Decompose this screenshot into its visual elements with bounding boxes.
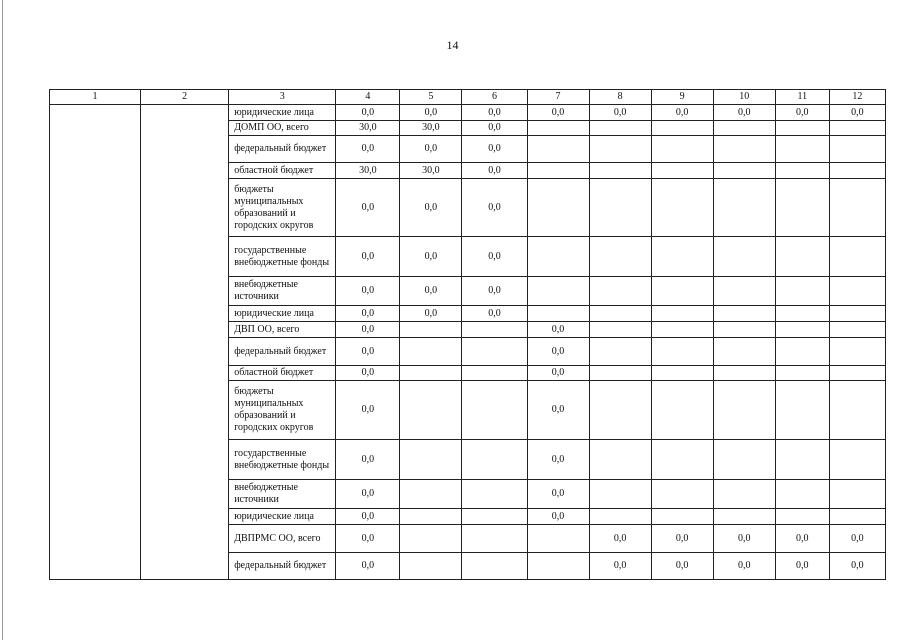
table-cell [589,322,651,338]
table-cell [651,179,713,237]
row-label: федеральный бюджет [229,136,336,163]
column-header: 9 [651,90,713,105]
row-label: ДОМП ОО, всего [229,121,336,136]
table-cell [651,136,713,163]
table-cell: 0,0 [462,163,527,179]
table-cell: 0,0 [527,366,589,381]
table-cell: 0,0 [829,105,885,121]
column-header: 12 [829,90,885,105]
table-cell [713,381,775,440]
table-cell: 0,0 [400,306,462,322]
table-cell [651,381,713,440]
table-cell: 0,0 [462,105,527,121]
table-cell [651,163,713,179]
table-cell: 0,0 [527,509,589,525]
table-cell [462,525,527,553]
column-header: 1 [50,90,141,105]
table-cell: 0,0 [651,525,713,553]
table-cell: 30,0 [400,121,462,136]
table-cell [713,366,775,381]
table-cell [589,509,651,525]
table-cell [775,480,829,509]
table-cell [651,322,713,338]
table-cell [651,237,713,277]
table-body [50,105,886,580]
table-cell: 0,0 [336,440,400,480]
table-cell [589,277,651,306]
table-cell [775,306,829,322]
table-cell [589,121,651,136]
table-cell: 0,0 [651,553,713,580]
table-cell [462,553,527,580]
table-cell [775,121,829,136]
table-cell [400,322,462,338]
table-cell: 0,0 [775,525,829,553]
table-cell [775,366,829,381]
table-cell [527,179,589,237]
row-label: областной бюджет [229,163,336,179]
header-row [50,90,886,105]
table-cell [713,509,775,525]
table-cell [589,480,651,509]
table-cell: 0,0 [713,525,775,553]
table-cell: 0,0 [462,179,527,237]
page-left-edge [2,0,3,640]
table-cell [829,179,885,237]
column-header: 11 [775,90,829,105]
budget-table [49,89,886,580]
table-cell: 0,0 [336,553,400,580]
table-cell [829,163,885,179]
table-cell [589,179,651,237]
table-cell: 30,0 [336,121,400,136]
column-header: 6 [462,90,527,105]
row-label: федеральный бюджет [229,553,336,580]
table-cell [775,322,829,338]
table-cell: 0,0 [336,381,400,440]
table-cell [400,440,462,480]
table-cell [775,163,829,179]
table-cell [713,163,775,179]
table-cell: 0,0 [462,121,527,136]
table-cell [527,121,589,136]
row-label: бюджеты муниципальных образований и городских округов [229,381,336,440]
table-cell [775,338,829,366]
table-cell: 0,0 [527,440,589,480]
table-cell [713,306,775,322]
table-cell: 0,0 [336,480,400,509]
table-cell [829,136,885,163]
table-cell: 0,0 [713,105,775,121]
table-cell: 0,0 [336,306,400,322]
table-cell: 0,0 [400,179,462,237]
table-cell [651,121,713,136]
table-cell: 0,0 [462,237,527,277]
table-cell [527,237,589,277]
table-cell: 0,0 [527,381,589,440]
table-cell [400,480,462,509]
column-header: 2 [141,90,229,105]
table-cell: 0,0 [775,553,829,580]
table-cell [527,163,589,179]
table-cell [527,306,589,322]
table-cell: 0,0 [527,105,589,121]
group-column-2 [141,105,229,580]
table-cell [527,136,589,163]
table-cell [713,237,775,277]
table-cell [527,277,589,306]
row-label: федеральный бюджет [229,338,336,366]
table-cell: 0,0 [651,105,713,121]
table-cell [775,440,829,480]
table-cell: 0,0 [336,237,400,277]
table-cell [462,440,527,480]
row-label: юридические лица [229,509,336,525]
row-label: ДВП ОО, всего [229,322,336,338]
table-cell [713,136,775,163]
table-cell: 0,0 [589,105,651,121]
row-label: областной бюджет [229,366,336,381]
table-cell [462,509,527,525]
row-label: внебюджетные источники [229,480,336,509]
table-cell [527,525,589,553]
table-cell [651,338,713,366]
table-cell [589,338,651,366]
table-cell [462,480,527,509]
group-column-1 [50,105,141,580]
table-cell: 0,0 [336,105,400,121]
table-cell: 0,0 [336,525,400,553]
table-cell [775,277,829,306]
table-cell [829,480,885,509]
page-number: 14 [446,38,459,52]
table-cell: 0,0 [462,306,527,322]
table-cell [589,440,651,480]
column-header: 4 [336,90,400,105]
table-cell: 0,0 [336,277,400,306]
table-cell: 0,0 [400,105,462,121]
table-cell [829,277,885,306]
table-cell [829,322,885,338]
table-cell [775,509,829,525]
table-cell: 0,0 [336,366,400,381]
table-cell [829,440,885,480]
table-cell [400,553,462,580]
table-cell [400,366,462,381]
table-cell [651,366,713,381]
table-cell [829,338,885,366]
table-cell: 0,0 [462,136,527,163]
table-cell: 0,0 [336,179,400,237]
table-cell [829,237,885,277]
table-cell: 0,0 [400,136,462,163]
table-cell [462,381,527,440]
table-cell [713,440,775,480]
table-cell: 0,0 [589,525,651,553]
row-label: ДВПРМС ОО, всего [229,525,336,553]
table-cell [775,179,829,237]
table-cell: 0,0 [336,322,400,338]
row-label: государственные внебюджетные фонды [229,440,336,480]
table-cell [462,366,527,381]
table-cell: 0,0 [400,277,462,306]
table-cell [713,322,775,338]
table-row [50,105,886,121]
table-cell: 0,0 [527,480,589,509]
table-cell [589,381,651,440]
table-cell [713,480,775,509]
table-cell [775,136,829,163]
table-cell [462,338,527,366]
table-cell: 0,0 [527,322,589,338]
table-cell: 30,0 [400,163,462,179]
table-cell [713,121,775,136]
table-cell: 0,0 [713,553,775,580]
table-cell: 30,0 [336,163,400,179]
row-label: юридические лица [229,105,336,121]
table-cell: 0,0 [829,525,885,553]
table-cell [651,277,713,306]
column-header: 7 [527,90,589,105]
table-cell [400,509,462,525]
table-cell [829,381,885,440]
table-cell [462,322,527,338]
row-label: государственные внебюджетные фонды [229,237,336,277]
table-cell [651,306,713,322]
table-cell [775,237,829,277]
table-cell: 0,0 [400,237,462,277]
table-cell [651,440,713,480]
table-cell: 0,0 [527,338,589,366]
table-cell: 0,0 [336,509,400,525]
table-cell [527,553,589,580]
table-cell [589,366,651,381]
table-cell [829,121,885,136]
column-header: 3 [229,90,336,105]
column-header: 5 [400,90,462,105]
table-cell [589,237,651,277]
table-cell [589,163,651,179]
table-cell [829,366,885,381]
table-cell [651,480,713,509]
table-cell: 0,0 [589,553,651,580]
row-label: бюджеты муниципальных образований и городских округов [229,179,336,237]
table-cell [589,306,651,322]
table-cell [400,525,462,553]
column-header: 8 [589,90,651,105]
table-cell: 0,0 [462,277,527,306]
table-cell [400,338,462,366]
table-cell [713,338,775,366]
table-cell [713,277,775,306]
table-cell: 0,0 [775,105,829,121]
table-cell [829,306,885,322]
table-cell: 0,0 [336,136,400,163]
table-cell [589,136,651,163]
table-cell [829,509,885,525]
table-cell [400,381,462,440]
table-cell: 0,0 [336,338,400,366]
row-label: юридические лица [229,306,336,322]
table-cell [651,509,713,525]
table-cell: 0,0 [829,553,885,580]
row-label: внебюджетные источники [229,277,336,306]
table-cell [775,381,829,440]
table-cell [713,179,775,237]
column-header: 10 [713,90,775,105]
